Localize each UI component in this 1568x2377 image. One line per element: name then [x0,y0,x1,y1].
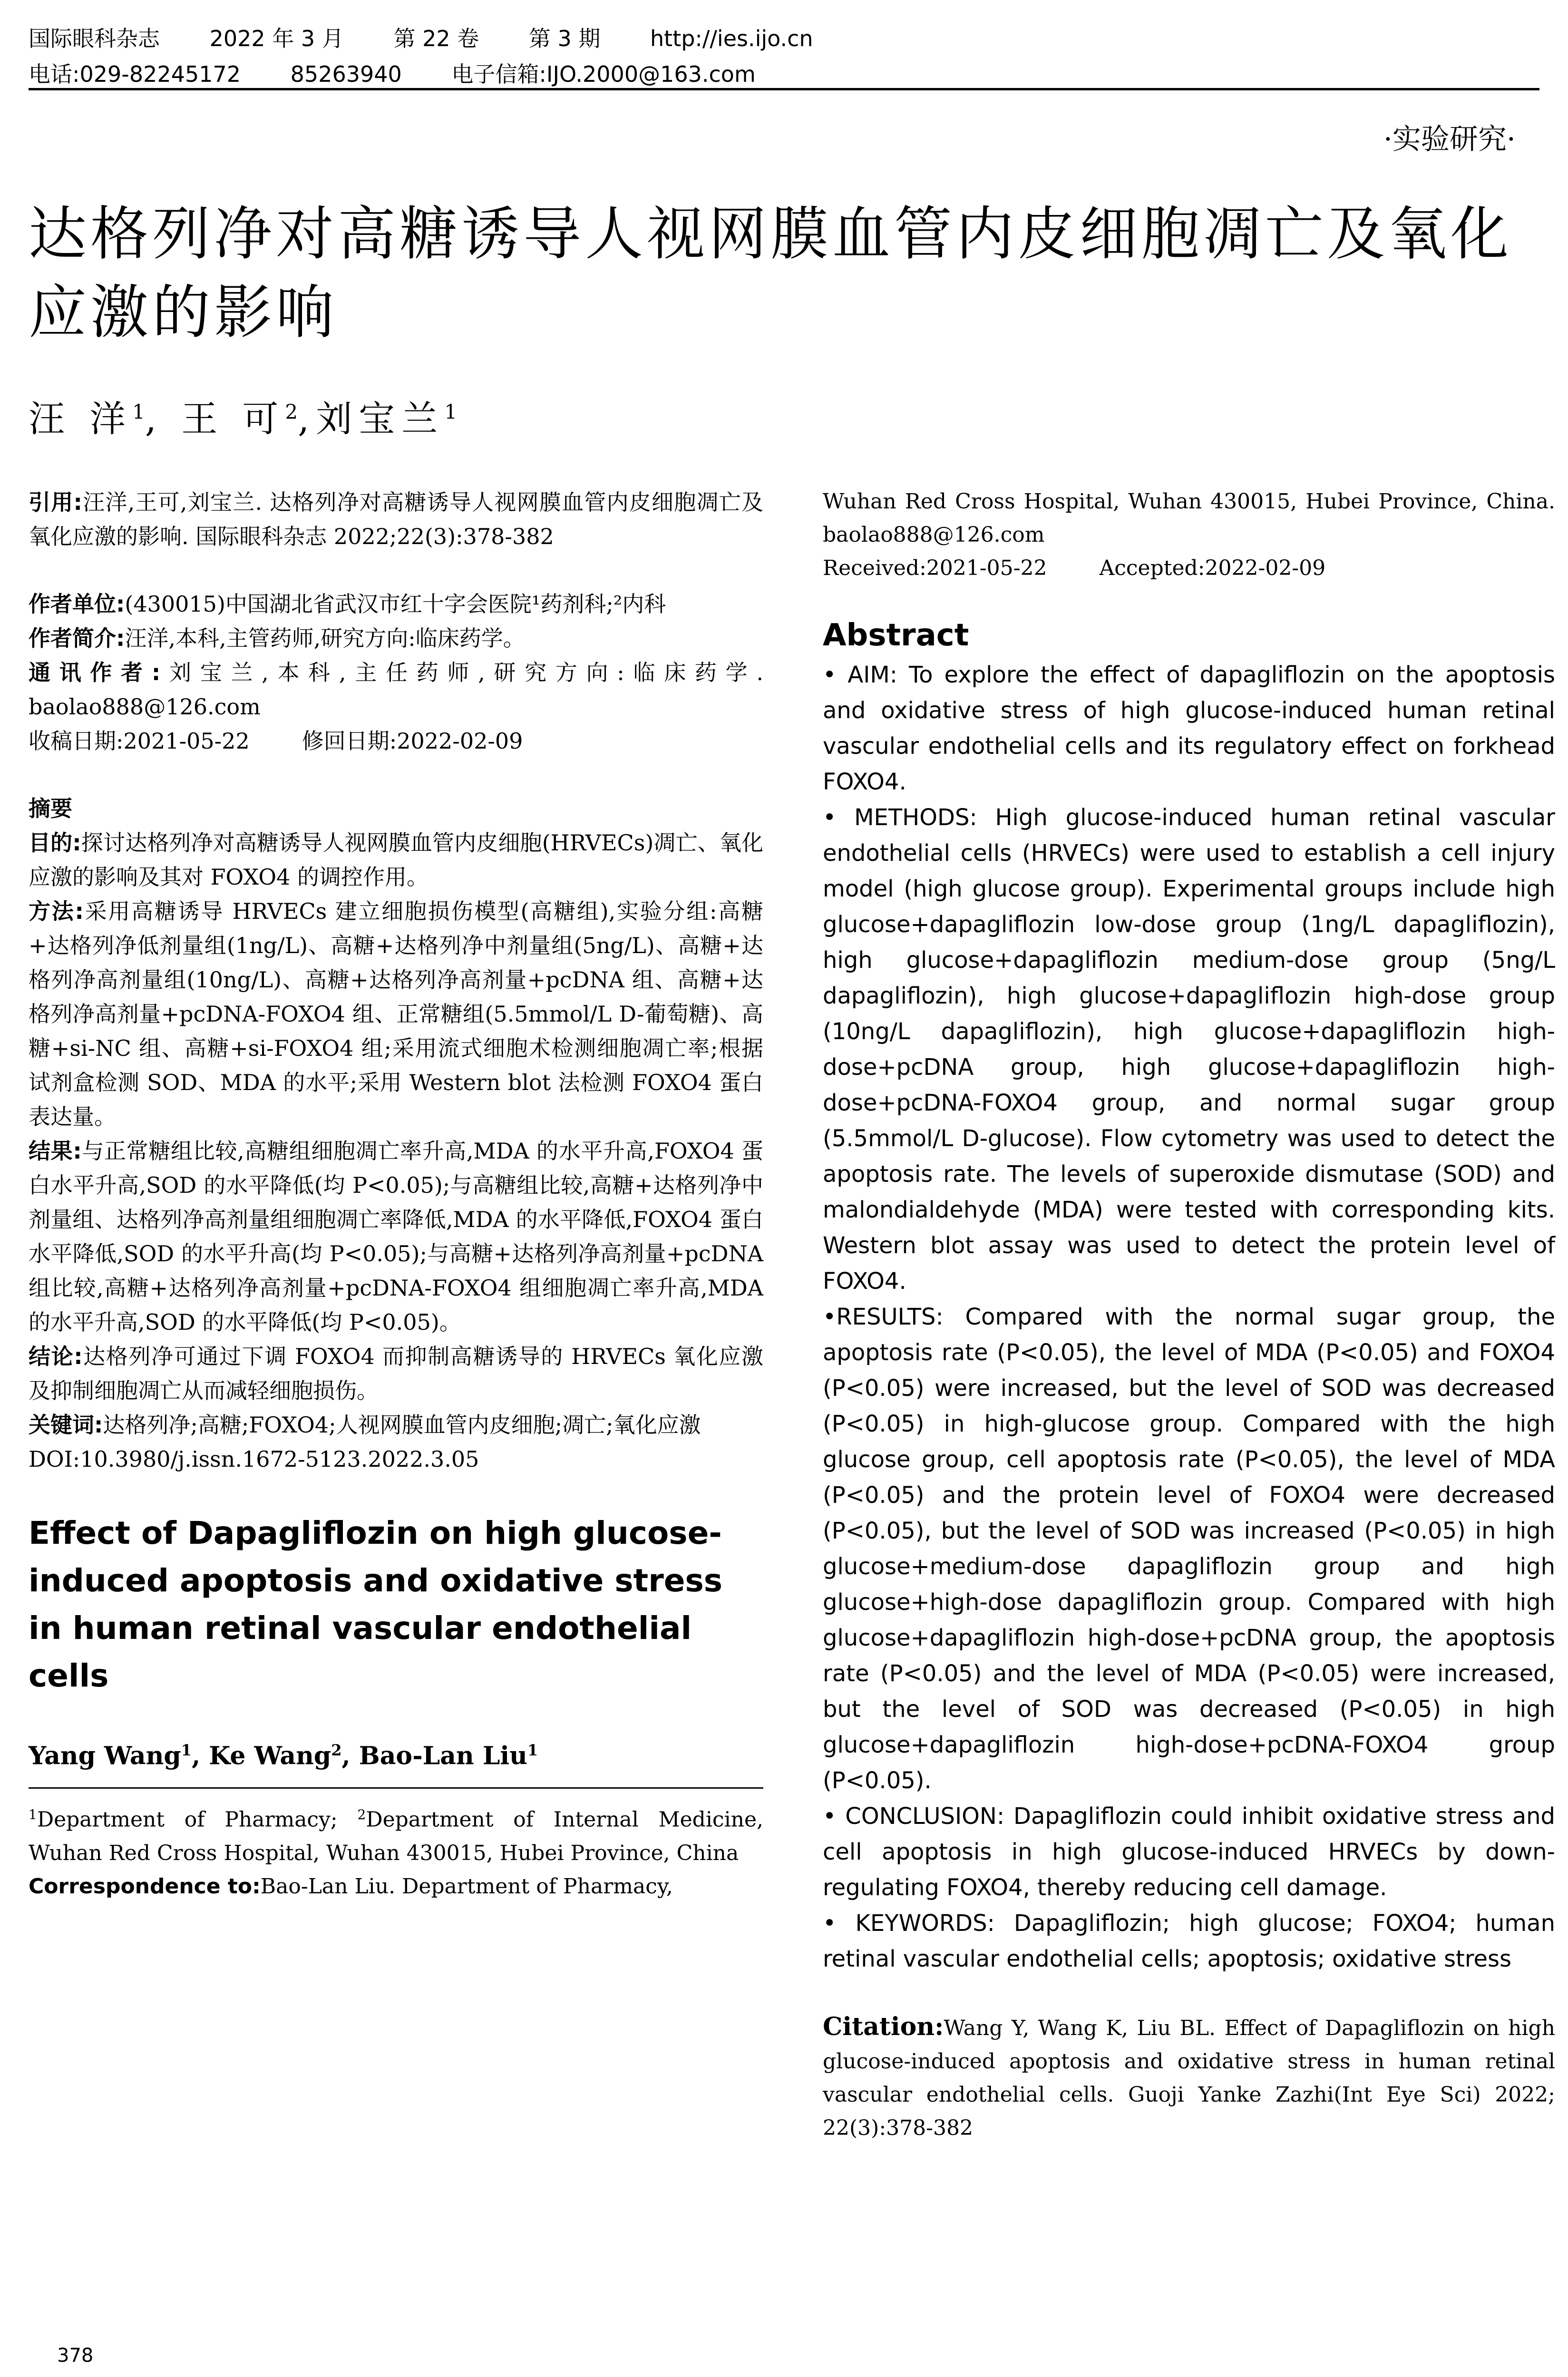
author-bio [29,621,763,655]
citation-cn-label: 引用: [29,489,82,515]
keywords-cn [29,1408,763,1442]
en-author-3-affil: 1 [527,1741,538,1759]
bio-label: 作者简介: [29,625,125,651]
spacer [823,585,1555,618]
english-authors: Yang Wang$^1$, Ke Wang$^2$, Bao-Lan Liu$^1$ [29,1741,538,1771]
footnote-rule [29,1787,763,1789]
author-2: 王 可 [181,398,285,440]
author-3: 刘宝兰 [316,398,445,440]
bio-text: 汪洋,本科,主管药师,研究方向:临床药学。 [125,625,525,651]
citation-en-label: Citation: [823,2012,944,2041]
author-2-affil: 2 [285,400,298,424]
spacer [29,554,763,587]
english-title: Effect of Dapagliflozin on high glucose-induced apoptosis and oxidative stress in human retinal vascular endothelial cells [29,1515,723,1694]
conclusion-text: 达格列净可通过下调 FOXO4 而抑制高糖诱导的 HRVECs 氧化应激及抑制细胞凋亡从而减轻细胞损伤。 [29,1344,763,1403]
spacer [823,1977,1555,2010]
abstract-heading: Abstract [823,618,969,653]
section-tag: ·实验研究· [1383,123,1516,156]
method-cn [29,894,763,1134]
left-column [29,485,763,1903]
abstract-results: •RESULTS: Compared with the normal sugar group, the apoptosis rate (P<0.05), the level of MDA (P<0.05) and FOXO4 (P<0.05) were increased, but the level of SOD was decreased (P<0.05) in high-glucose group. Compared with the high glucose group, cell apoptosis rate (P<0.05), the level of MDA (P<0.05) and the protein level of FOXO4 were decreased (P<0.05), but the level of SOD was increased (P<0.05) in high glucose+medium-dose dapagliflozin group and high glucose+high-dose dapagliflozin group. Compared with high glucose+dapagliflozin high-dose+pcDNA group, the apoptosis rate (P<0.05) and the level of MDA (P<0.05) were increased, but the level of SOD was decreased (P<0.05) in high glucose+dapagliflozin high-dose+pcDNA-FOXO4 group (P<0.05). [823,1304,1555,1794]
received-cn: 收稿日期:2021-05-22 [29,728,250,754]
running-header-line1 [29,21,856,53]
author-1-affil: 1 [132,400,145,424]
phone: 电话:029-82245172 [29,61,241,87]
author-1: 汪 洋 [29,398,133,440]
affiliation-cn [29,587,763,621]
spacer [29,758,763,791]
affiliation-label: 作者单位: [29,591,125,617]
conclusion-label: 结论: [29,1344,83,1369]
correspondence-text: Bao-Lan Liu. Department of Pharmacy, [260,1874,673,1899]
aim-cn [29,826,763,894]
running-header-line2 [29,57,799,88]
citation-cn [29,485,763,554]
result-cn [29,1134,763,1339]
corresponding-label: 通讯作者: [29,660,161,685]
en-author-2-affil: 2 [331,1741,342,1759]
keywords-label: 关键词: [29,1412,103,1438]
corresponding-text: 刘宝兰,本科,主任药师,研究方向:临床药学. baolao888@126.com [29,660,763,720]
abstract-keywords: • KEYWORDS: Dapagliflozin; high glucose; FOXO4; human retinal vascular endothelial cells; apoptosis; oxidative stress [823,1910,1555,1972]
received-en: Received:2021-05-22 [823,556,1047,580]
spacer [29,1700,763,1733]
en-author-1-affil: 1 [181,1741,192,1759]
article-title: 达格列净对高糖诱导人视网膜血管内皮细胞凋亡及氧化应激的影响 [29,200,1512,346]
right-column [823,485,1555,2145]
abstract-methods: • METHODS: High glucose-induced human retinal vascular endothelial cells (HRVECs) were used to establish a cell injury model (high glucose group). Experimental groups include high glucose+dapagliflozin low-dose group (1ng/L dapagliflozin), high glucose+dapagliflozin medium-dose group (5ng/L dapagliflozin), high glucose+dapagliflozin high-dose group (10ng/L dapagliflozin), high glucose+dapagliflozin high-dose+pcDNA group, high glucose+dapagliflozin high-dose+pcDNA-FOXO4 group, and normal sugar group (5.5mmol/L D-glucose). Flow cytometry was used to detect the apoptosis rate. The levels of superoxide dismutase (SOD) and malondialdehyde (MDA) were tested with corresponding kits. Western blot assay was used to detect the protein level of FOXO4. [823,804,1555,1295]
fn-sup-1: 1 [29,1807,37,1823]
citation-en-text: Wang Y, Wang K, Liu BL. Effect of Dapagliflozin on high glucose-induced apoptosis and oxidative stress in human retinal vascular endothelial cells. Guoji Yanke Zazhi(Int Eye Sci) 2022; 22(3):378-382 [823,2016,1555,2140]
spacer [29,1476,763,1510]
abstract-cn-heading: 摘要 [29,796,72,821]
aim-label: 目的: [29,830,81,856]
en-author-1: Yang Wang [29,1741,181,1771]
en-author-3: Bao-Lan Liu [359,1741,527,1771]
header-rule [29,88,1539,90]
correspondence-continued: Wuhan Red Cross Hospital, Wuhan 430015, Hubei Province, China. baolao888@126.com [823,489,1555,547]
page-number: 378 [57,2345,94,2367]
english-affiliation [29,1798,763,1870]
keywords-text: 达格列净;高糖;FOXO4;人视网膜血管内皮细胞;凋亡;氧化应激 [103,1412,701,1438]
conclusion-cn [29,1339,763,1408]
author-3-affil: 1 [444,400,458,424]
author-list: 汪 洋$^1$, 王 可$^2$,刘宝兰$^1$ [29,398,458,440]
issue-date: 2022 年 3 月 [209,26,344,51]
journal-url[interactable]: http://ies.ijo.cn [650,26,813,51]
revised-cn: 修回日期:2022-02-09 [302,728,523,754]
method-text: 采用高糖诱导 HRVECs 建立细胞损伤模型(高糖组),实验分组:高糖+达格列净低剂量组(1ng/L)、高糖+达格列净中剂量组(5ng/L)、高糖+达格列净高剂量组(10ng/L)、高糖+达格列净高剂量+pcDNA 组、高糖+达格列净高剂量+pcDNA-FOXO4 组、正常糖组(5.5mmol/L D-葡萄糖)、高糖+si-NC 组、高糖+si-FOXO4 组;采用流式细胞术检测细胞凋亡率;根据试剂盒检测 SOD、MDA 的水平;采用 Western blot 法检测 FOXO4 蛋白表达量。 [29,898,763,1130]
citation-cn-text: 汪洋,王可,刘宝兰. 达格列净对高糖诱导人视网膜血管内皮细胞凋亡及氧化应激的影响. 国际眼科杂志 2022;22(3):378-382 [29,489,763,549]
citation-en [823,2010,1555,2145]
issue-number: 第 3 期 [528,26,601,51]
method-label: 方法: [29,898,84,924]
aim-text: 探讨达格列净对高糖诱导人视网膜血管内皮细胞(HRVECs)凋亡、氧化应激的影响及其对 FOXO4 的调控作用。 [29,830,763,890]
fn-dept-2: Department of Internal Medicine, Wuhan Red Cross Hospital, Wuhan 430015, Hubei Province, China [29,1807,763,1865]
fn-sup-2: 2 [357,1807,366,1823]
abstract-aim: • AIM: To explore the effect of dapagliflozin on the apoptosis and oxidative stress of high glucose-induced human retinal vascular endothelial cells and its regulatory effect on forkhead FOXO4. [823,662,1555,795]
doi[interactable]: DOI:10.3980/j.issn.1672-5123.2022.3.05 [29,1446,479,1472]
phone2: 85263940 [290,61,402,87]
email[interactable]: 电子信箱:IJO.2000@163.com [451,61,756,87]
result-text: 与正常糖组比较,高糖组细胞凋亡率升高,MDA 的水平升高,FOXO4 蛋白水平升高,SOD 的水平降低(均 P<0.05);与高糖组比较,高糖+达格列净中剂量组、达格列净高剂量组细胞凋亡率降低,MDA 的水平降低,FOXO4 蛋白水平降低,SOD 的水平升高(均 P<0.05);与高糖+达格列净高剂量+pcDNA 组比较,高糖+达格列净高剂量+pcDNA-FOXO4 组细胞凋亡率升高,MDA 的水平升高,SOD 的水平降低(均 P<0.05)。 [29,1138,763,1335]
result-label: 结果: [29,1138,82,1164]
fn-dept-1: Department of Pharmacy; [37,1807,358,1832]
dates-cn [29,724,763,758]
dates-en [823,552,1555,585]
abstract-conclusion: • CONCLUSION: Dapagliflozin could inhibit oxidative stress and cell apoptosis in high glucose-induced HRVECs by down-regulating FOXO4, thereby reducing cell damage. [823,1803,1555,1901]
journal-name: 国际眼科杂志 [29,26,160,51]
correspondence-label: Correspondence to: [29,1874,261,1899]
affiliation-text: (430015)中国湖北省武汉市红十字会医院¹药剂科;²内科 [125,591,666,617]
accepted-en: Accepted:2022-02-09 [1099,556,1326,580]
en-author-2: Ke Wang [209,1741,331,1771]
english-correspondence [29,1870,763,1903]
volume: 第 22 卷 [393,26,479,51]
corresponding-cn [29,655,763,724]
